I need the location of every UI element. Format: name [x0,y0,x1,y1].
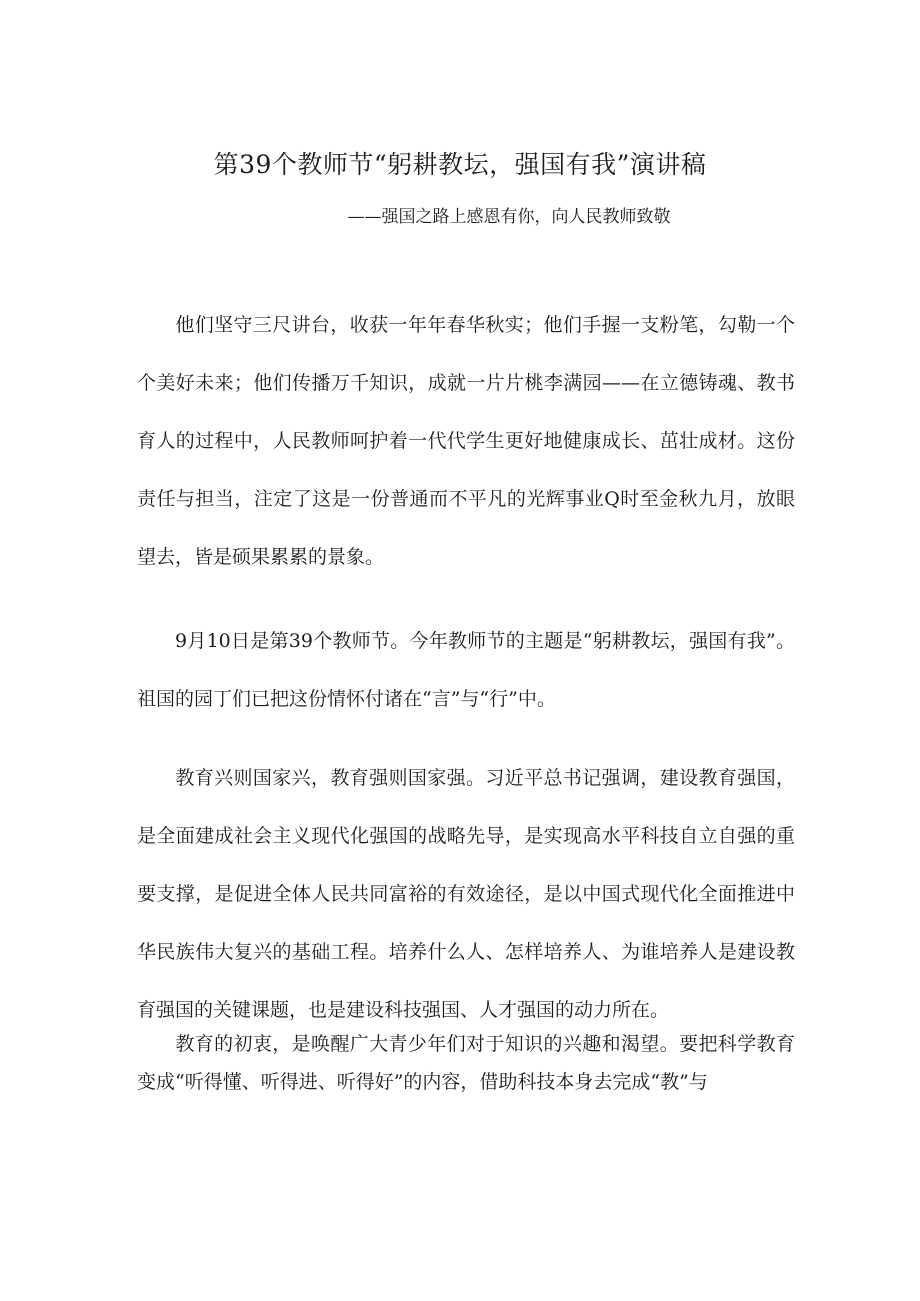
paragraph-2-text: 9月10日是第39个教师节。今年教师节的主题是“躬耕教坛，强国有我”。祖国的园丁们已把这份情怀付诸在“言”与“行”中。 [137,630,795,710]
paragraph-3-text: 教育兴则国家兴，教育强则国家强。习近平总书记强调，建设教育强国，是全面建成社会主义现代化强国的战略先导，是实现高水平科技自立自强的重要支撑，是促进全体人民共同富裕的有效途径，是以中国式现代化全面推进中华民族伟大复兴的基础工程。培养什么人、怎样培养人、为谁培养人是建设教育强国的关键课题，也是建设科技强国、人才强国的动力所在。 [137,767,795,1021]
document-title: 第39个教师节“躬耕教坛，强国有我”演讲稿 [213,150,707,179]
paragraph-1-text: 他们坚守三尺讲台，收获一年年春华秋实；他们手握一支粉笔，勾勒一个个美好未来；他们传播万千知识，成就一片片桃李满园——在立德铸魂、教书育人的过程中，人民教师呵护着一代代学生更好地健康成长、茁壮成材。这份责任与担当，注定了这是一份普通而不平凡的光辉事业Q时至金秋九月，放眼望去，皆是硕果累累的景象。 [137,314,795,568]
document-subtitle: ——强国之路上感恩有你，向人民教师致敬 [347,207,671,227]
paragraph-4-text: 教育的初衷，是唤醒广大青少年们对于知识的兴趣和渴望。要把科学教育变成“听得懂、听得进、听得好”的内容，借助科技本身去完成“教”与 [137,1033,795,1093]
paragraph-2 [137,612,795,728]
paragraph-3 [137,749,795,1039]
paragraph-4 [137,1025,795,1101]
paragraph-1 [137,296,795,586]
